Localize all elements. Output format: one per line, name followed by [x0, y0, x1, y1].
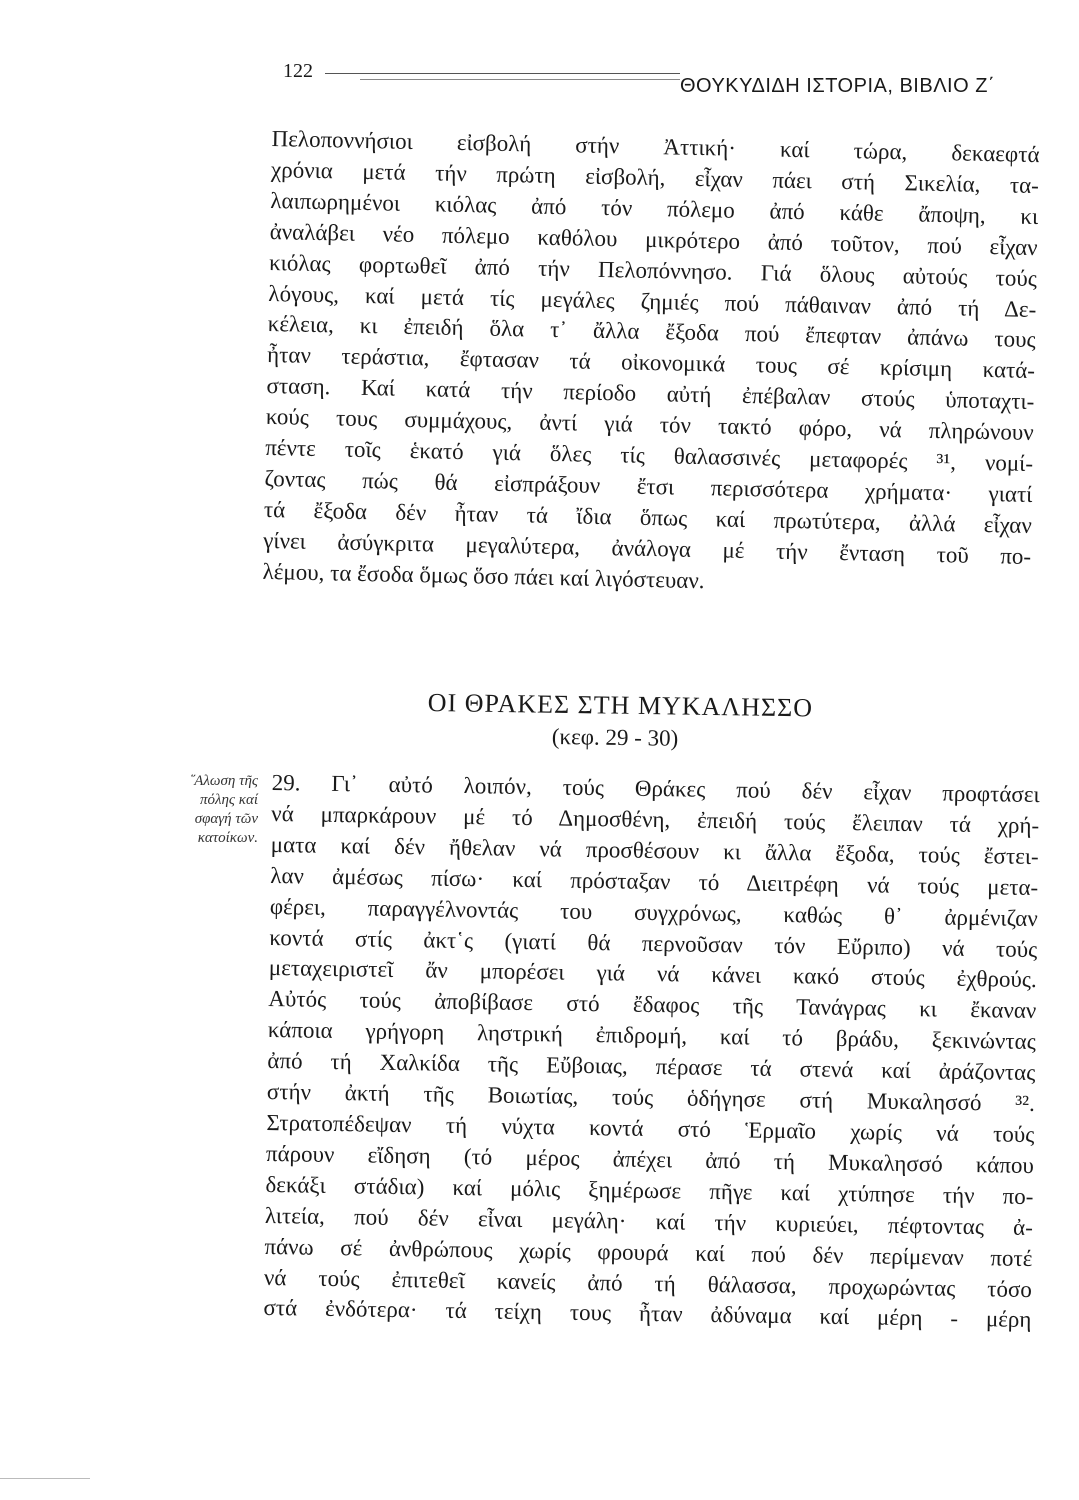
margin-note	[158, 772, 258, 848]
text-line: στά ἐνδότερα· τά τείχη τους ἦταν ἀδύναμα καί μέρη - μέρη	[263, 1295, 1032, 1333]
text-line: λαιπωρημένοι κιόλας ἀπό τόν πόλεμο ἀπό κάθε ἄποψη, κι	[270, 187, 1039, 229]
text-line: Αὐτός τούς ἀποβίβασε στό ἔδαφος τῆς Τανάγρας κι ἔκαναν	[268, 986, 1037, 1024]
header-rule-secondary	[360, 79, 680, 80]
text-line: ζοντας πώς θά εἰσπράξουν ἔτσι περισσότερα χρήματα· γιατί	[264, 465, 1033, 507]
text-line: δεκάξι στάδια) καί μόλις ξημέρωσε πῆγε καί χτύπησε τήν πο-	[265, 1171, 1034, 1209]
text-line: πόλης καί	[199, 792, 258, 808]
text-line: φέρει, παραγγέλνοντάς του συγχρόνως, καθώς θ᾽ ἀρμένιζαν	[269, 893, 1038, 931]
paragraph-2	[263, 768, 1040, 1336]
section-subtitle: (κεφ. 29 - 30)	[551, 724, 679, 751]
edge-smudge	[0, 1478, 90, 1479]
text-line: ἀπό τή Χαλκίδα τῆς Εὔβοιας, πέρασε τά στενά καί ἀράζοντας	[267, 1048, 1036, 1086]
text-line: κιόλας φορτωθεῖ ἀπό τήν Πελοπόννησο. Γιά ὅλους αὐτούς τούς	[268, 249, 1038, 291]
text-line: στήν ἀκτή τῆς Βοιωτίας, τούς ὁδήγησε στή Μυκαλησσό ³².	[266, 1079, 1036, 1117]
text-line: σταση. Καί κατά τήν περίοδο αὐτή ἐπέβαλαν στούς ὑποταχτι-	[266, 373, 1035, 415]
text-line: ἦταν τεράστια, ἔφτασαν τά οἰκονομικά τους σέ κρίσιμη κατά-	[266, 342, 1036, 384]
section-title: ΟΙ ΘΡΑΚΕΣ ΣΤΗ ΜΥΚΑΛΗΣΣΟ	[427, 688, 814, 723]
paragraph-1	[262, 124, 1040, 604]
running-head: ΘΟΥΚΥΔΙΔΗ ΙΣΤΟΡΙΑ, ΒΙΒΛΙΟ Ζ΄	[680, 75, 996, 97]
text-line: κατοίκων.	[197, 830, 258, 846]
page-number: 122	[283, 60, 313, 82]
text-line: κάποια γρήγορη ληστρική ἐπιδρομή, καί τό βράδυ, ξεκινώντας	[267, 1017, 1036, 1055]
text-line: πάνω σέ ἀνθρώπους χωρίς φρουρά καί πού δέν περίμεναν ποτέ	[264, 1233, 1033, 1271]
text-line: σφαγή τῶν	[194, 811, 258, 827]
text-line: μεταχειριστεῖ ἄν μπορέσει γιά νά κάνει κακό στούς ἐχθρούς.	[268, 955, 1037, 993]
text-line: ματα καί δέν ἤθελαν νά προσθέσουν κι ἄλλα ἔξοδα, τούς ἔστει-	[270, 831, 1039, 869]
text-line: ἀναλάβει νέο πόλεμο καθόλου μικρότερο ἀπό τοῦτον, πού εἶχαν	[269, 218, 1038, 260]
text-line: κούς τους συμμάχους, ἀντί γιά τόν τακτό φόρο, νά πληρώνουν	[265, 404, 1034, 446]
text-line: κέλεια, κι ἐπειδή ὅλα τ᾽ ἄλλα ἔξοδα πού ἔπεφταν ἀπάνω τους	[267, 311, 1036, 353]
text-line: Πελοποννήσιοι εἰσβολή στήν Ἀττική· καί τώρα, δεκαεφτά	[271, 125, 1040, 168]
text-line: νά τούς ἐπιτεθεῖ κανείς ἀπό τή θάλασσα, προχωρώντας τόσο	[263, 1264, 1033, 1302]
text-line: τά ἔξοδα δέν ἦταν τά ἴδια ὅπως καί πρωτύτερα, ἀλλά εἶχαν	[263, 496, 1033, 538]
text-line: λόγους, καί μετά τίς μεγάλες ζημιές πού πάθαιναν ἀπό τή Δε-	[268, 280, 1037, 322]
text-line: λιτεία, πού δέν εἶναι μεγάλη· καί τήν κυριεύει, πέφτοντας ἀ-	[264, 1202, 1034, 1240]
text-line: κοντά στίς ἀκτ῾ς (γιατί θά περνοῦσαν τόν Εὔριπο) νά τούς	[269, 924, 1038, 962]
text-line: λαν ἀμέσως πίσω· καί πρόσταξαν τό Διειτρέφη νά τούς μετα-	[270, 862, 1039, 900]
text-line: χρόνια μετά τήν πρώτη εἰσβολή, εἶχαν πάει στή Σικελία, τα-	[270, 156, 1040, 198]
header-rule	[325, 73, 680, 74]
text-line: λέμου, τα ἔσοδα ὅμως ὅσο πάει καί λιγόστευαν.	[262, 558, 705, 593]
text-line: Στρατοπέδεψαν τή νύχτα κοντά στό Ἑρμαῖο χωρίς νά τούς	[266, 1109, 1035, 1147]
text-line: ῞Αλωση τῆς	[189, 773, 258, 789]
text-line: νά μπαρκάρουν μέ τό Δημοσθένη, ἐπειδή τούς ἔλειπαν τά χρή-	[271, 800, 1040, 838]
text-line: πάρουν εἴδηση (τό μέρος ἀπέχει ἀπό τή Μυκαλησσό κάπου	[265, 1140, 1035, 1178]
text-line: πέντε τοῖς ἑκατό γιά ὅλες τίς θαλασσινές μεταφορές ³¹, νομί-	[264, 434, 1034, 477]
text-line: γίνει ἀσύγκριτα μεγαλύτερα, ἀνάλογα μέ τήν ἔνταση τοῦ πο-	[263, 527, 1032, 569]
text-line: 29. Γι᾽ αὐτό λοιπόν, τούς Θράκες πού δέν εἶχαν προφτάσει	[271, 769, 1040, 808]
